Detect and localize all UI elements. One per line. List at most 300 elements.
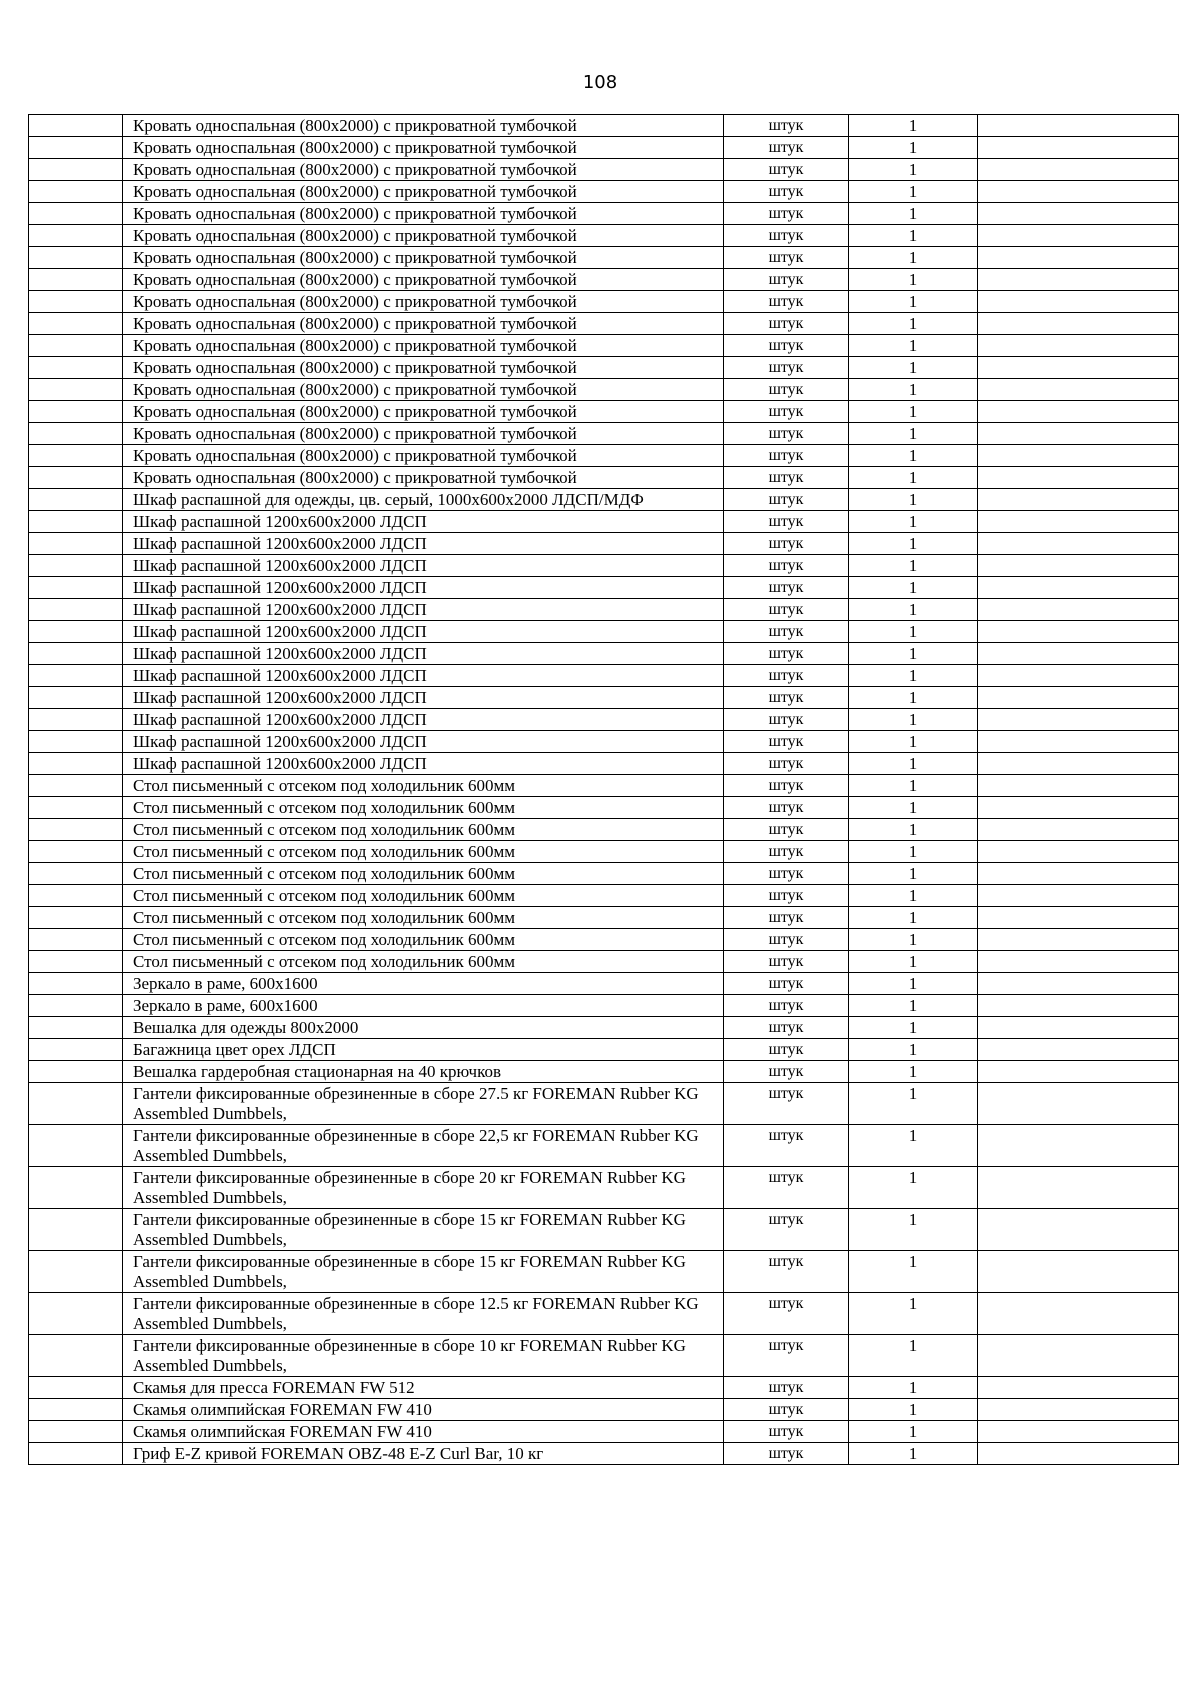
- notes-cell: [978, 159, 1179, 181]
- item-name-cell: Шкаф распашной 1200х600х2000 ЛДСП: [123, 577, 724, 599]
- notes-cell: [978, 995, 1179, 1017]
- quantity-cell: 1: [849, 1335, 978, 1377]
- table-row: [29, 841, 1179, 863]
- unit-cell: штук: [724, 665, 849, 687]
- row-number-cell: [29, 885, 123, 907]
- unit-cell: штук: [724, 445, 849, 467]
- unit-cell: штук: [724, 423, 849, 445]
- row-number-cell: [29, 841, 123, 863]
- row-number-cell: [29, 379, 123, 401]
- item-name-cell: Кровать односпальная (800х2000) с прикроватной тумбочкой: [123, 203, 724, 225]
- quantity-cell: 1: [849, 929, 978, 951]
- quantity-cell: 1: [849, 467, 978, 489]
- row-number-cell: [29, 973, 123, 995]
- item-name-cell: Стол письменный с отсеком под холодильник 600мм: [123, 863, 724, 885]
- row-number-cell: [29, 643, 123, 665]
- unit-cell: штук: [724, 621, 849, 643]
- quantity-cell: 1: [849, 797, 978, 819]
- table-row: [29, 907, 1179, 929]
- row-number-cell: [29, 225, 123, 247]
- table-row: [29, 203, 1179, 225]
- table-row: [29, 357, 1179, 379]
- row-number-cell: [29, 137, 123, 159]
- table-row: [29, 401, 1179, 423]
- quantity-cell: 1: [849, 1293, 978, 1335]
- unit-cell: штук: [724, 731, 849, 753]
- unit-cell: штук: [724, 115, 849, 137]
- notes-cell: [978, 1039, 1179, 1061]
- unit-cell: штук: [724, 753, 849, 775]
- unit-cell: штук: [724, 1335, 849, 1377]
- item-name-cell: Шкаф распашной 1200х600х2000 ЛДСП: [123, 709, 724, 731]
- item-name-cell: Шкаф распашной 1200х600х2000 ЛДСП: [123, 599, 724, 621]
- unit-cell: штук: [724, 1251, 849, 1293]
- unit-cell: штук: [724, 863, 849, 885]
- item-name-cell: Кровать односпальная (800х2000) с прикроватной тумбочкой: [123, 335, 724, 357]
- table-row: [29, 291, 1179, 313]
- row-number-cell: [29, 775, 123, 797]
- quantity-cell: 1: [849, 1039, 978, 1061]
- item-name-cell: Вешалка для одежды 800х2000: [123, 1017, 724, 1039]
- table-row: [29, 115, 1179, 137]
- table-row: [29, 1167, 1179, 1209]
- notes-cell: [978, 533, 1179, 555]
- item-name-cell: Шкаф распашной для одежды, цв. серый, 1000х600х2000 ЛДСП/МДФ: [123, 489, 724, 511]
- item-name-cell: Кровать односпальная (800х2000) с прикроватной тумбочкой: [123, 159, 724, 181]
- notes-cell: [978, 1293, 1179, 1335]
- quantity-cell: 1: [849, 269, 978, 291]
- unit-cell: штук: [724, 687, 849, 709]
- item-name-cell: Кровать односпальная (800х2000) с прикроватной тумбочкой: [123, 445, 724, 467]
- unit-cell: штук: [724, 907, 849, 929]
- row-number-cell: [29, 401, 123, 423]
- notes-cell: [978, 665, 1179, 687]
- table-row: [29, 181, 1179, 203]
- row-number-cell: [29, 907, 123, 929]
- row-number-cell: [29, 665, 123, 687]
- row-number-cell: [29, 929, 123, 951]
- table-row: [29, 775, 1179, 797]
- unit-cell: штук: [724, 137, 849, 159]
- item-name-cell: Кровать односпальная (800х2000) с прикроватной тумбочкой: [123, 181, 724, 203]
- item-name-cell: Гантели фиксированные обрезиненные в сборе 12.5 кг FOREMAN Rubber KG Assembled Dumbbels,: [123, 1293, 724, 1335]
- table-row: [29, 1017, 1179, 1039]
- item-name-cell: Вешалка гардеробная стационарная на 40 крючков: [123, 1061, 724, 1083]
- table-row: [29, 1039, 1179, 1061]
- notes-cell: [978, 731, 1179, 753]
- table-row: [29, 247, 1179, 269]
- item-name-cell: Кровать односпальная (800х2000) с прикроватной тумбочкой: [123, 137, 724, 159]
- quantity-cell: 1: [849, 379, 978, 401]
- row-number-cell: [29, 995, 123, 1017]
- item-name-cell: Шкаф распашной 1200х600х2000 ЛДСП: [123, 643, 724, 665]
- row-number-cell: [29, 1061, 123, 1083]
- table-row: [29, 1377, 1179, 1399]
- quantity-cell: 1: [849, 445, 978, 467]
- table-row: [29, 973, 1179, 995]
- quantity-cell: 1: [849, 181, 978, 203]
- notes-cell: [978, 929, 1179, 951]
- unit-cell: штук: [724, 225, 849, 247]
- table-row: [29, 687, 1179, 709]
- notes-cell: [978, 643, 1179, 665]
- notes-cell: [978, 401, 1179, 423]
- row-number-cell: [29, 753, 123, 775]
- unit-cell: штук: [724, 951, 849, 973]
- row-number-cell: [29, 709, 123, 731]
- table-row: [29, 1293, 1179, 1335]
- row-number-cell: [29, 555, 123, 577]
- row-number-cell: [29, 445, 123, 467]
- unit-cell: штук: [724, 379, 849, 401]
- item-name-cell: Стол письменный с отсеком под холодильник 600мм: [123, 907, 724, 929]
- unit-cell: штук: [724, 973, 849, 995]
- unit-cell: штук: [724, 775, 849, 797]
- notes-cell: [978, 269, 1179, 291]
- row-number-cell: [29, 247, 123, 269]
- item-name-cell: Кровать односпальная (800х2000) с прикроватной тумбочкой: [123, 291, 724, 313]
- row-number-cell: [29, 533, 123, 555]
- item-name-cell: Багажница цвет орех ЛДСП: [123, 1039, 724, 1061]
- table-row: [29, 1421, 1179, 1443]
- unit-cell: штук: [724, 797, 849, 819]
- quantity-cell: 1: [849, 885, 978, 907]
- quantity-cell: 1: [849, 511, 978, 533]
- notes-cell: [978, 907, 1179, 929]
- quantity-cell: 1: [849, 1443, 978, 1465]
- item-name-cell: Скамья олимпийская FOREMAN FW 410: [123, 1399, 724, 1421]
- row-number-cell: [29, 291, 123, 313]
- notes-cell: [978, 885, 1179, 907]
- item-name-cell: Стол письменный с отсеком под холодильник 600мм: [123, 819, 724, 841]
- notes-cell: [978, 445, 1179, 467]
- table-row: [29, 1399, 1179, 1421]
- item-name-cell: Зеркало в раме, 600х1600: [123, 973, 724, 995]
- row-number-cell: [29, 335, 123, 357]
- row-number-cell: [29, 1039, 123, 1061]
- row-number-cell: [29, 423, 123, 445]
- table-row: [29, 335, 1179, 357]
- notes-cell: [978, 247, 1179, 269]
- item-name-cell: Кровать односпальная (800х2000) с прикроватной тумбочкой: [123, 269, 724, 291]
- unit-cell: штук: [724, 1061, 849, 1083]
- quantity-cell: 1: [849, 137, 978, 159]
- notes-cell: [978, 115, 1179, 137]
- notes-cell: [978, 1421, 1179, 1443]
- quantity-cell: 1: [849, 159, 978, 181]
- unit-cell: штук: [724, 1083, 849, 1125]
- notes-cell: [978, 1251, 1179, 1293]
- item-name-cell: Гантели фиксированные обрезиненные в сборе 27.5 кг FOREMAN Rubber KG Assembled Dumbbels,: [123, 1083, 724, 1125]
- item-name-cell: Стол письменный с отсеком под холодильник 600мм: [123, 841, 724, 863]
- item-name-cell: Шкаф распашной 1200х600х2000 ЛДСП: [123, 665, 724, 687]
- unit-cell: штук: [724, 203, 849, 225]
- quantity-cell: 1: [849, 775, 978, 797]
- row-number-cell: [29, 1083, 123, 1125]
- unit-cell: штук: [724, 819, 849, 841]
- quantity-cell: 1: [849, 665, 978, 687]
- quantity-cell: 1: [849, 1399, 978, 1421]
- item-name-cell: Гантели фиксированные обрезиненные в сборе 15 кг FOREMAN Rubber KG Assembled Dumbbels,: [123, 1209, 724, 1251]
- row-number-cell: [29, 467, 123, 489]
- row-number-cell: [29, 159, 123, 181]
- quantity-cell: 1: [849, 643, 978, 665]
- quantity-cell: 1: [849, 1125, 978, 1167]
- row-number-cell: [29, 1377, 123, 1399]
- item-name-cell: Шкаф распашной 1200х600х2000 ЛДСП: [123, 511, 724, 533]
- table-row: [29, 511, 1179, 533]
- quantity-cell: 1: [849, 687, 978, 709]
- unit-cell: штук: [724, 1443, 849, 1465]
- item-name-cell: Шкаф распашной 1200х600х2000 ЛДСП: [123, 753, 724, 775]
- table-row: [29, 1061, 1179, 1083]
- unit-cell: штук: [724, 1017, 849, 1039]
- table-row: [29, 555, 1179, 577]
- table-row: [29, 643, 1179, 665]
- unit-cell: штук: [724, 1377, 849, 1399]
- item-name-cell: Стол письменный с отсеком под холодильник 600мм: [123, 885, 724, 907]
- item-name-cell: Гантели фиксированные обрезиненные в сборе 10 кг FOREMAN Rubber KG Assembled Dumbbels,: [123, 1335, 724, 1377]
- row-number-cell: [29, 577, 123, 599]
- unit-cell: штук: [724, 643, 849, 665]
- quantity-cell: 1: [849, 1061, 978, 1083]
- table-row: [29, 929, 1179, 951]
- unit-cell: штук: [724, 1421, 849, 1443]
- quantity-cell: 1: [849, 401, 978, 423]
- unit-cell: штук: [724, 247, 849, 269]
- unit-cell: штук: [724, 555, 849, 577]
- item-name-cell: Стол письменный с отсеком под холодильник 600мм: [123, 929, 724, 951]
- notes-cell: [978, 555, 1179, 577]
- table-row: [29, 863, 1179, 885]
- item-name-cell: Кровать односпальная (800х2000) с прикроватной тумбочкой: [123, 379, 724, 401]
- quantity-cell: 1: [849, 1209, 978, 1251]
- item-name-cell: Гантели фиксированные обрезиненные в сборе 22,5 кг FOREMAN Rubber KG Assembled Dumbbels,: [123, 1125, 724, 1167]
- unit-cell: штук: [724, 577, 849, 599]
- notes-cell: [978, 1443, 1179, 1465]
- unit-cell: штук: [724, 159, 849, 181]
- item-name-cell: Кровать односпальная (800х2000) с прикроватной тумбочкой: [123, 401, 724, 423]
- notes-cell: [978, 1167, 1179, 1209]
- item-name-cell: Гантели фиксированные обрезиненные в сборе 20 кг FOREMAN Rubber KG Assembled Dumbbels,: [123, 1167, 724, 1209]
- notes-cell: [978, 775, 1179, 797]
- table-row: [29, 379, 1179, 401]
- item-name-cell: Скамья для пресса FOREMAN FW 512: [123, 1377, 724, 1399]
- table-row: [29, 995, 1179, 1017]
- table-row: [29, 1083, 1179, 1125]
- item-name-cell: Шкаф распашной 1200х600х2000 ЛДСП: [123, 555, 724, 577]
- table-row: [29, 1209, 1179, 1251]
- table-row: [29, 423, 1179, 445]
- unit-cell: штук: [724, 401, 849, 423]
- quantity-cell: 1: [849, 863, 978, 885]
- quantity-cell: 1: [849, 841, 978, 863]
- item-name-cell: Стол письменный с отсеком под холодильник 600мм: [123, 951, 724, 973]
- row-number-cell: [29, 181, 123, 203]
- table-row: [29, 753, 1179, 775]
- row-number-cell: [29, 819, 123, 841]
- notes-cell: [978, 797, 1179, 819]
- unit-cell: штук: [724, 1399, 849, 1421]
- unit-cell: штук: [724, 291, 849, 313]
- table-row: [29, 225, 1179, 247]
- notes-cell: [978, 1083, 1179, 1125]
- row-number-cell: [29, 1335, 123, 1377]
- row-number-cell: [29, 1251, 123, 1293]
- unit-cell: штук: [724, 1125, 849, 1167]
- item-name-cell: Кровать односпальная (800х2000) с прикроватной тумбочкой: [123, 423, 724, 445]
- item-name-cell: Шкаф распашной 1200х600х2000 ЛДСП: [123, 621, 724, 643]
- notes-cell: [978, 1061, 1179, 1083]
- quantity-cell: 1: [849, 731, 978, 753]
- row-number-cell: [29, 357, 123, 379]
- notes-cell: [978, 423, 1179, 445]
- unit-cell: штук: [724, 929, 849, 951]
- row-number-cell: [29, 621, 123, 643]
- notes-cell: [978, 137, 1179, 159]
- table-row: [29, 1335, 1179, 1377]
- row-number-cell: [29, 1017, 123, 1039]
- notes-cell: [978, 709, 1179, 731]
- notes-cell: [978, 621, 1179, 643]
- unit-cell: штук: [724, 533, 849, 555]
- table-row: [29, 159, 1179, 181]
- row-number-cell: [29, 687, 123, 709]
- notes-cell: [978, 379, 1179, 401]
- row-number-cell: [29, 269, 123, 291]
- notes-cell: [978, 599, 1179, 621]
- quantity-cell: 1: [849, 555, 978, 577]
- quantity-cell: 1: [849, 423, 978, 445]
- quantity-cell: 1: [849, 291, 978, 313]
- row-number-cell: [29, 1421, 123, 1443]
- row-number-cell: [29, 1293, 123, 1335]
- item-name-cell: Шкаф распашной 1200х600х2000 ЛДСП: [123, 533, 724, 555]
- table-row: [29, 467, 1179, 489]
- notes-cell: [978, 1335, 1179, 1377]
- table-row: [29, 665, 1179, 687]
- row-number-cell: [29, 203, 123, 225]
- notes-cell: [978, 577, 1179, 599]
- row-number-cell: [29, 511, 123, 533]
- table-row: [29, 577, 1179, 599]
- table-row: [29, 951, 1179, 973]
- quantity-cell: 1: [849, 335, 978, 357]
- table-row: [29, 445, 1179, 467]
- notes-cell: [978, 357, 1179, 379]
- table-row: [29, 137, 1179, 159]
- quantity-cell: 1: [849, 1377, 978, 1399]
- table-row: [29, 1251, 1179, 1293]
- notes-cell: [978, 1399, 1179, 1421]
- quantity-cell: 1: [849, 313, 978, 335]
- item-name-cell: Стол письменный с отсеком под холодильник 600мм: [123, 775, 724, 797]
- quantity-cell: 1: [849, 709, 978, 731]
- table-row: [29, 489, 1179, 511]
- quantity-cell: 1: [849, 115, 978, 137]
- notes-cell: [978, 863, 1179, 885]
- row-number-cell: [29, 1125, 123, 1167]
- unit-cell: штук: [724, 269, 849, 291]
- item-name-cell: Кровать односпальная (800х2000) с прикроватной тумбочкой: [123, 247, 724, 269]
- quantity-cell: 1: [849, 1421, 978, 1443]
- quantity-cell: 1: [849, 577, 978, 599]
- row-number-cell: [29, 1167, 123, 1209]
- page-number: 108: [582, 72, 618, 93]
- unit-cell: штук: [724, 313, 849, 335]
- item-name-cell: Гантели фиксированные обрезиненные в сборе 15 кг FOREMAN Rubber KG Assembled Dumbbels,: [123, 1251, 724, 1293]
- notes-cell: [978, 489, 1179, 511]
- quantity-cell: 1: [849, 753, 978, 775]
- row-number-cell: [29, 863, 123, 885]
- notes-cell: [978, 687, 1179, 709]
- table-row: [29, 533, 1179, 555]
- quantity-cell: 1: [849, 225, 978, 247]
- row-number-cell: [29, 1209, 123, 1251]
- quantity-cell: 1: [849, 489, 978, 511]
- quantity-cell: 1: [849, 599, 978, 621]
- item-name-cell: Кровать односпальная (800х2000) с прикроватной тумбочкой: [123, 225, 724, 247]
- row-number-cell: [29, 731, 123, 753]
- unit-cell: штук: [724, 357, 849, 379]
- unit-cell: штук: [724, 1167, 849, 1209]
- item-name-cell: Скамья олимпийская FOREMAN FW 410: [123, 1421, 724, 1443]
- table-row: [29, 819, 1179, 841]
- table-row: [29, 797, 1179, 819]
- quantity-cell: 1: [849, 203, 978, 225]
- notes-cell: [978, 951, 1179, 973]
- inventory-table-body: [29, 115, 1179, 1465]
- quantity-cell: 1: [849, 533, 978, 555]
- quantity-cell: 1: [849, 1017, 978, 1039]
- unit-cell: штук: [724, 181, 849, 203]
- unit-cell: штук: [724, 489, 849, 511]
- unit-cell: штук: [724, 1039, 849, 1061]
- row-number-cell: [29, 599, 123, 621]
- table-row: [29, 885, 1179, 907]
- row-number-cell: [29, 797, 123, 819]
- item-name-cell: Кровать односпальная (800х2000) с прикроватной тумбочкой: [123, 313, 724, 335]
- unit-cell: штук: [724, 995, 849, 1017]
- unit-cell: штук: [724, 1293, 849, 1335]
- row-number-cell: [29, 115, 123, 137]
- unit-cell: штук: [724, 511, 849, 533]
- notes-cell: [978, 1017, 1179, 1039]
- notes-cell: [978, 291, 1179, 313]
- quantity-cell: 1: [849, 247, 978, 269]
- quantity-cell: 1: [849, 1251, 978, 1293]
- table-row: [29, 1125, 1179, 1167]
- notes-cell: [978, 203, 1179, 225]
- row-number-cell: [29, 951, 123, 973]
- notes-cell: [978, 335, 1179, 357]
- notes-cell: [978, 181, 1179, 203]
- quantity-cell: 1: [849, 819, 978, 841]
- notes-cell: [978, 819, 1179, 841]
- unit-cell: штук: [724, 841, 849, 863]
- quantity-cell: 1: [849, 973, 978, 995]
- quantity-cell: 1: [849, 1083, 978, 1125]
- quantity-cell: 1: [849, 621, 978, 643]
- notes-cell: [978, 467, 1179, 489]
- notes-cell: [978, 225, 1179, 247]
- unit-cell: штук: [724, 885, 849, 907]
- quantity-cell: 1: [849, 357, 978, 379]
- table-row: [29, 269, 1179, 291]
- item-name-cell: Шкаф распашной 1200х600х2000 ЛДСП: [123, 687, 724, 709]
- notes-cell: [978, 1377, 1179, 1399]
- notes-cell: [978, 313, 1179, 335]
